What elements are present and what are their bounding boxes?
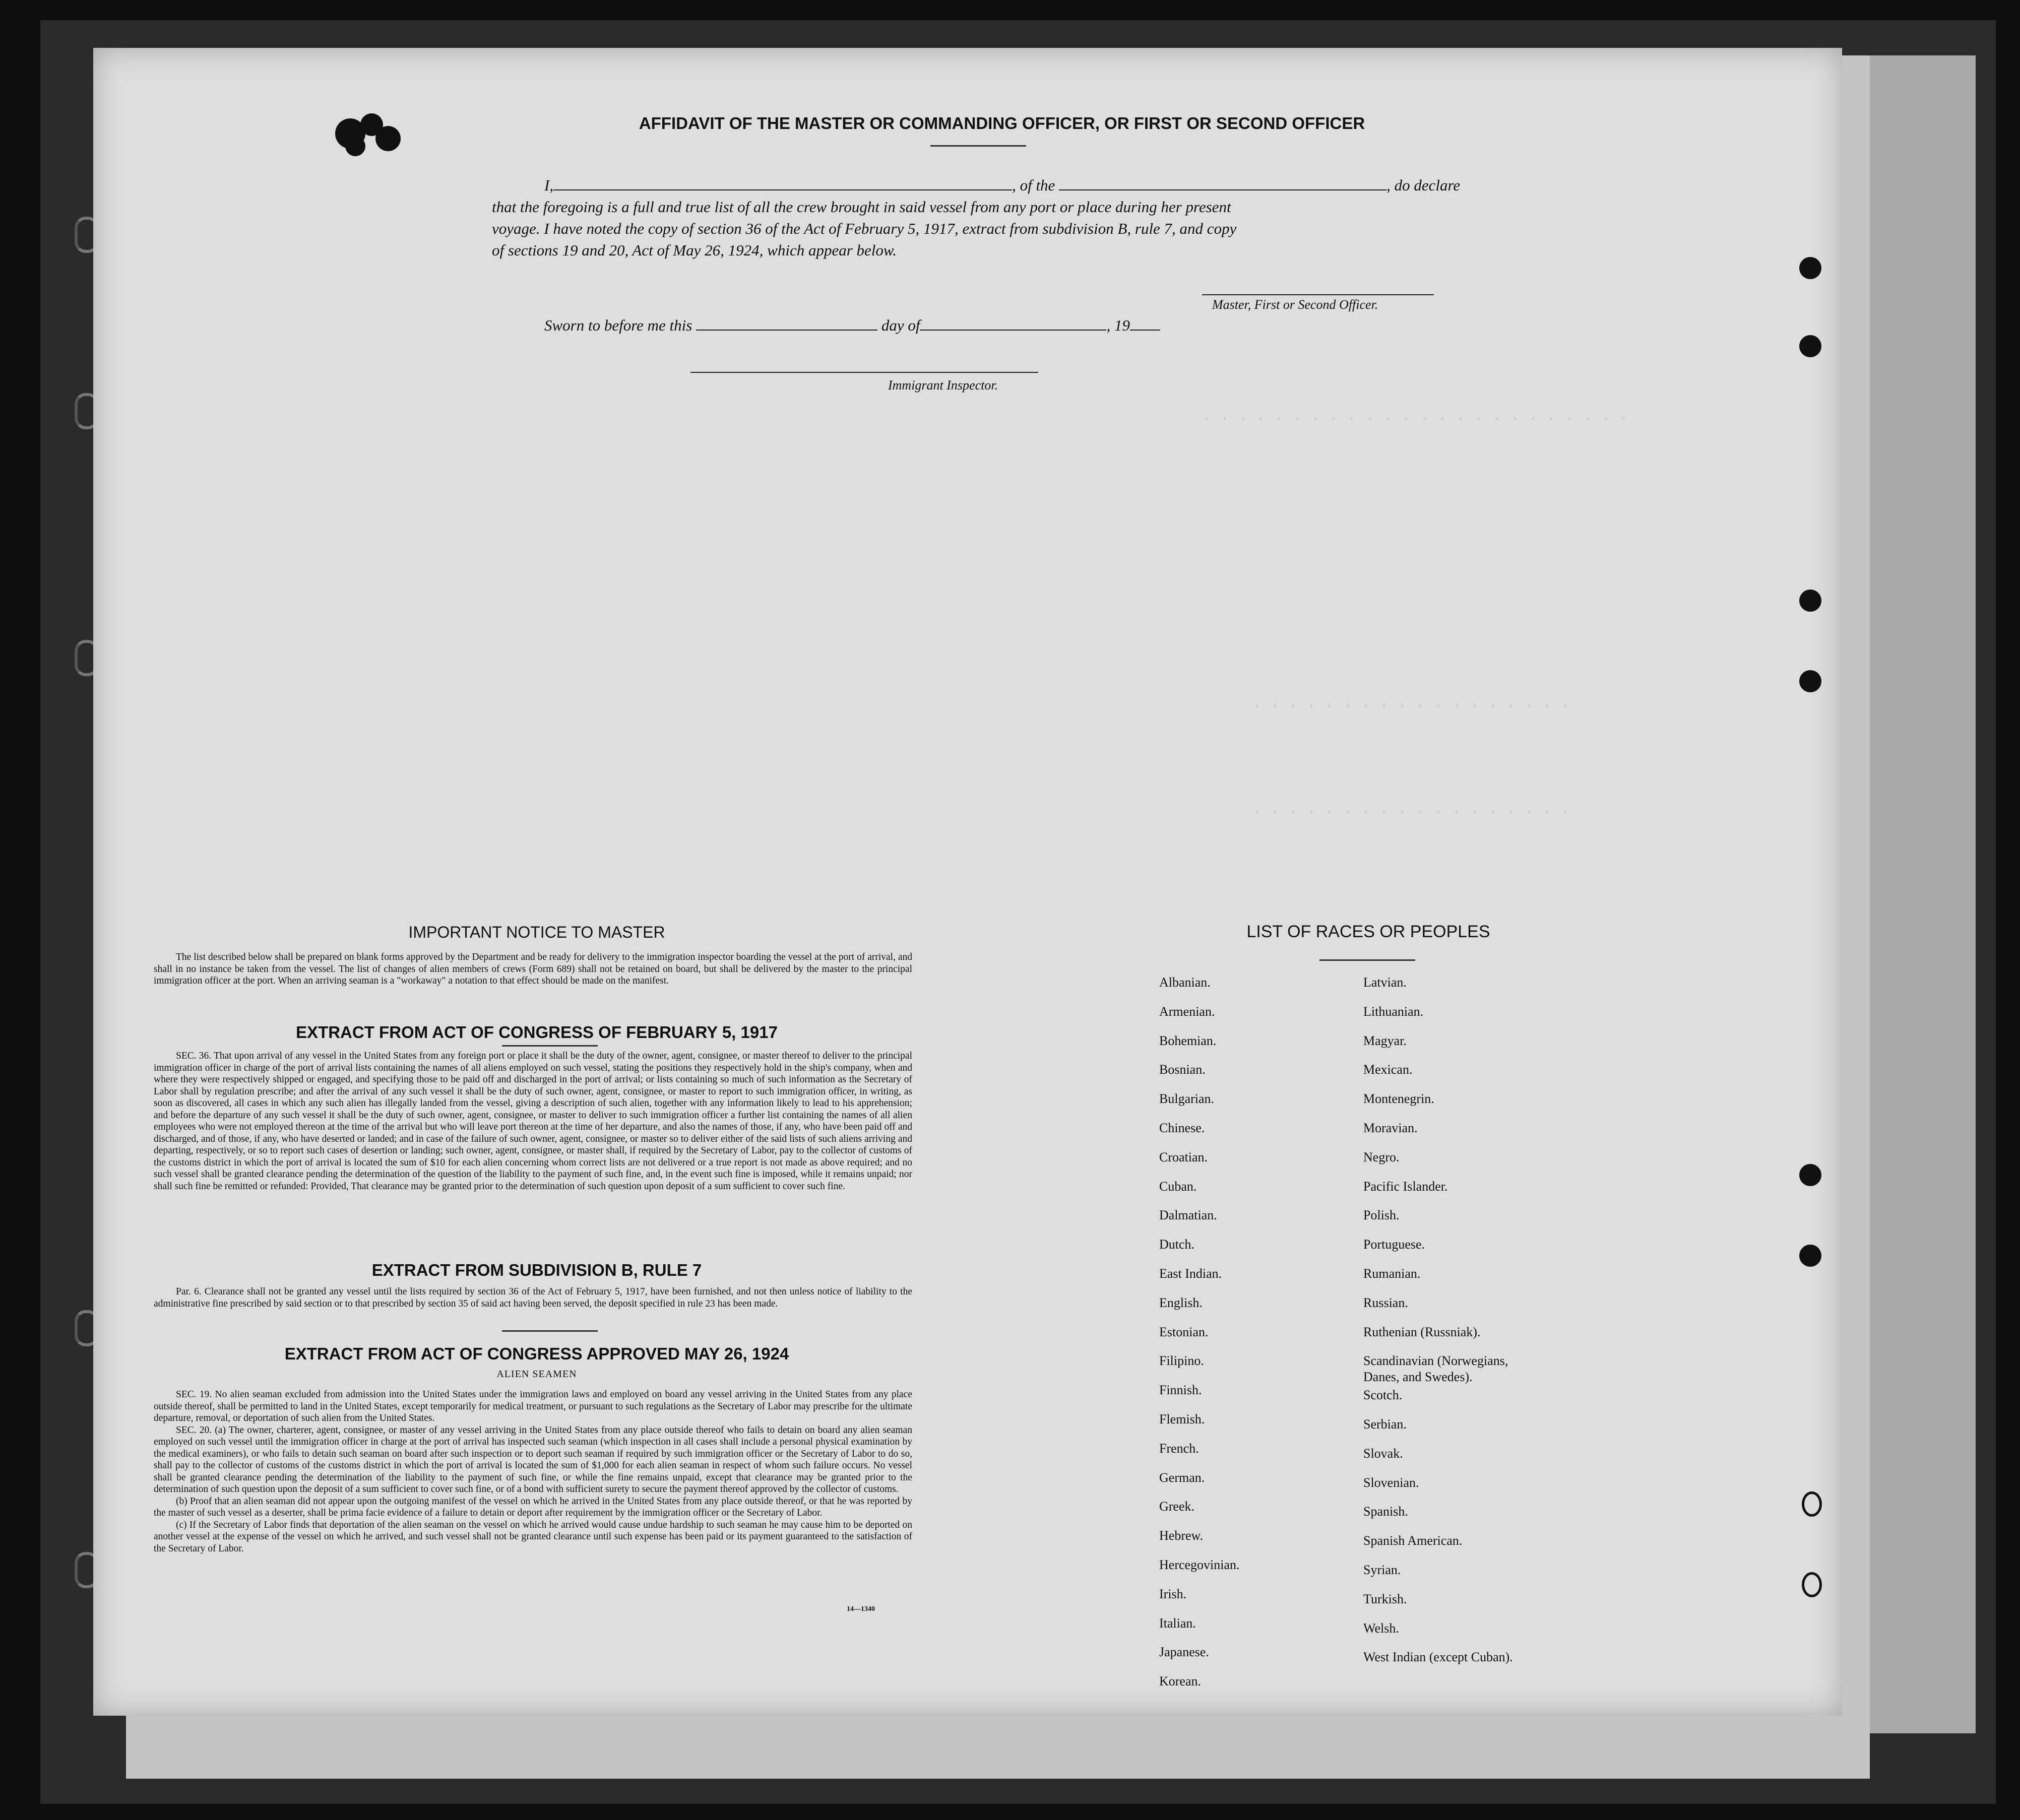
year-label: , 19: [1106, 316, 1130, 334]
race-item: Croatian.: [1159, 1149, 1208, 1164]
race-item: Pacific Islander.: [1363, 1179, 1448, 1194]
punch-hole-icon: [1799, 1164, 1821, 1186]
affidavit-line-1: [544, 176, 1460, 194]
declarant-label: I,: [544, 176, 554, 194]
race-item: Japanese.: [1159, 1645, 1209, 1660]
extract-1924-text: [154, 1389, 912, 1554]
sworn-month-field[interactable]: [920, 318, 1106, 331]
vessel-label: , of the: [1012, 176, 1055, 194]
punch-hole-icon: [1799, 335, 1821, 357]
extract-rule7-text: Par. 6. Clearance shall not be granted any vessel until the lists required by section 36 of the Act of February 5, 1917, have been furnished, and not then unless notice of liability to the administrative fine prescribed by said section or to that prescribed by section 35 of said act having been served, the deposit specified in rule 23 has been made.: [154, 1286, 912, 1309]
races-title: LIST OF RACES OR PEOPLES: [1246, 922, 1490, 941]
races-title-rule: [1319, 959, 1415, 961]
affidavit-line-4: of sections 19 and 20, Act of May 26, 1924, which appear below.: [492, 241, 897, 259]
race-item: Armenian.: [1159, 1004, 1215, 1019]
race-item: Slovak.: [1363, 1446, 1403, 1461]
title-rule: [930, 145, 1026, 147]
sec-20b-text: (b) Proof that an alien seaman did not appear upon the outgoing manifest of the vessel on which he arrived in the United States from any place outside thereof, or that he was reported by the master of such vessel as a deserter, shall be prima facie evidence of a failure to detain or deport after requirement by the immigration officer or the Secretary of Labor.: [154, 1496, 912, 1518]
race-item: Spanish.: [1363, 1504, 1408, 1519]
sworn-day-field[interactable]: [696, 318, 877, 331]
race-item: Syrian.: [1363, 1563, 1401, 1577]
race-item: East Indian.: [1159, 1266, 1222, 1281]
form-number: 14—1340: [847, 1605, 875, 1613]
race-item: Rumanian.: [1363, 1266, 1421, 1281]
race-item: Mexican.: [1363, 1062, 1413, 1077]
race-item: Bosnian.: [1159, 1062, 1206, 1077]
bleed-through-text: · · · · · · · · · · · · · · · · · ·: [1252, 804, 1570, 821]
bleed-through-text: · · · · · · · · · · · · · · · · · ·: [1252, 698, 1570, 715]
punch-hole-icon: [1799, 257, 1821, 279]
section-rule: [502, 1045, 598, 1047]
race-item: Hercegovinian.: [1159, 1557, 1240, 1572]
vessel-name-field[interactable]: [1059, 178, 1386, 190]
race-item: French.: [1159, 1441, 1199, 1456]
race-item: Polish.: [1363, 1208, 1400, 1223]
race-item: English.: [1159, 1295, 1203, 1310]
inspector-label: Immigrant Inspector.: [888, 378, 998, 393]
notice-title: IMPORTANT NOTICE TO MASTER: [408, 923, 665, 941]
ink-stain: [375, 126, 401, 151]
race-item: Greek.: [1159, 1499, 1195, 1514]
punch-hole-icon: [1799, 1245, 1821, 1267]
race-item: Chinese.: [1159, 1121, 1205, 1135]
extract-1917-title: EXTRACT FROM ACT OF CONGRESS OF FEBRUARY 5, 1917: [296, 1023, 778, 1042]
extract-1924-subtitle: ALIEN SEAMEN: [496, 1369, 577, 1380]
race-item: Portuguese.: [1363, 1237, 1425, 1252]
race-item: Montenegrin.: [1363, 1091, 1434, 1107]
master-signature-field[interactable]: [1202, 294, 1434, 295]
race-item: German.: [1159, 1470, 1205, 1485]
declare-label: , do declare: [1386, 176, 1461, 194]
race-item: Cuban.: [1159, 1179, 1197, 1194]
race-item: Bulgarian.: [1159, 1091, 1215, 1107]
race-item: Irish.: [1159, 1586, 1187, 1601]
sworn-label: Sworn to before me this: [544, 316, 692, 334]
sworn-line: [544, 316, 1160, 335]
race-item: Moravian.: [1363, 1121, 1418, 1135]
race-item: Serbian.: [1363, 1417, 1407, 1432]
section-rule: [502, 1330, 598, 1332]
notice-text: The list described below shall be prepared on blank forms approved by the Department and be ready for delivery to the immigration inspector boarding the vessel at the port of arrival, and shall in no instance be taken from the vessel. The list of changes of alien members of crews (Form 689) shall not be retained on board, but shall be delivered by the master to the principal immigration officer at the port. When an arriving seaman is a "workaway" a notation to that effect should be made on the manifest.: [154, 952, 912, 986]
race-item: Finnish.: [1159, 1383, 1202, 1398]
race-item: Magyar.: [1363, 1033, 1407, 1048]
inspector-signature-field[interactable]: [690, 372, 1038, 373]
race-item: Scotch.: [1363, 1388, 1403, 1403]
punch-hole-icon: [1799, 590, 1821, 612]
race-item: Flemish.: [1159, 1412, 1205, 1426]
sec-20c-text: (c) If the Secretary of Labor finds that deportation of the alien seaman on the vessel on which he arrived would cause undue hardship to such seaman he may cause him to be deported on another vessel at the expense of the vessel on which he arrived, and such vessel shall not be granted clearance until such expense has been paid or its payment guaranteed to the satisfaction of the Secretary of Labor.: [154, 1519, 912, 1554]
race-item: Korean.: [1159, 1674, 1202, 1689]
race-item: Russian.: [1363, 1295, 1408, 1310]
sec-19-text: SEC. 19. No alien seaman excluded from admission into the United States under the immigration laws and employed on board any vessel arriving in the United States from any place outside thereof, shall be permitted to land in the United States, except temporarily for medical treatment, or pursuant to such regulations as the Secretary of Labor may prescribe for the ultimate departure, removal, or deportation of such alien from the United States.: [154, 1389, 912, 1423]
sec-20a-text: SEC. 20. (a) The owner, charterer, agent, consignee, or master of any vessel arriving in the United States from any place outside thereof who fails to detain on board any alien seaman employed on such vessel until the immigration officer in charge at the port of arrival has inspected such seaman (which inspection in all cases shall include a personal physical examination by the medical examiners), or who fails to detain such seaman on board after such inspection or to deport such seaman if required by such immigration officer or the Secretary of Labor to do so, shall pay to the collector of customs of the customs district in which the port of arrival is located the sum of $1,000 for each alien seaman in respect of whom such failure occurs. No vessel shall be granted clearance pending the determination of the liability to the payment of such fine, or while the fine remains unpaid, except that clearance may be granted prior to the determination of such question upon the deposit of a sum sufficient to cover such fine, or of a bond with sufficient surety to secure the payment thereof approved by the collector of customs.: [154, 1424, 912, 1494]
ink-stain: [345, 136, 365, 156]
race-item: Bohemian.: [1159, 1033, 1217, 1048]
race-item: Negro.: [1363, 1149, 1400, 1164]
race-item: Hebrew.: [1159, 1528, 1204, 1543]
race-item: Slovenian.: [1363, 1475, 1419, 1490]
extract-1917-text: SEC. 36. That upon arrival of any vessel in the United States from any foreign port or place it shall be the duty of the owner, agent, consignee, or master thereof to deliver to the principal immigration officer in charge of the port of arrival lists containing the names of all aliens employed on such vessel, stating the positions they respectively hold in the ship's company, when and where they were respectively shipped or engaged, and specifying those to be paid off and discharged in the port of arrival; or lists containing so much of such information as the Secretary of Labor shall by regulation prescribe; and after the arrival of any such vessel it shall be the duty of such owner, agent, consignee, or master to report to such immigration officer, in writing, as soon as discovered, all cases in which any such alien has illegally landed from the vessel, giving a description of such alien, together with any information likely to lead to his apprehension; and before the departure of any such vessel it shall be the duty of such owner, agent, consignee, or master to deliver to such immigration officer a further list containing the names of all alien employees who were not employed thereon at the time of the arrival but who will leave port thereon at the time of her departure, and also the names of those, if any, who have been paid off and discharged, and of those, if any, who have deserted or landed; and in case of the failure of such owner, agent, consignee, or master so to deliver either of the said lists of such aliens arriving and departing, respectively, or so to report such cases of desertion or landing; such owner, agent, consignee, or master shall, if required by the Secretary of Labor, pay to the collector of customs of the customs district in which the port of arrival is located the sum of $10 for each alien concerning whom correct lists are not delivered or a true report is not made as above required; and no such vessel shall be granted clearance pending the determination of the question of the liability to the payment of such fine, and, in the event such fine is imposed, while it remains unpaid; nor shall such fine be remitted or refunded: Provided, That clearance may be granted prior to the determination of such question upon deposit of a sum sufficient to cover such fine.: [154, 1051, 912, 1192]
declarant-name-field[interactable]: [553, 178, 1012, 190]
race-item: Latvian.: [1363, 975, 1407, 990]
race-item: Danes, and Swedes).: [1363, 1370, 1473, 1385]
race-item: Italian.: [1159, 1615, 1196, 1631]
race-item: Welsh.: [1363, 1620, 1399, 1636]
day-of-label: day of: [881, 316, 920, 334]
race-item: Albanian.: [1159, 975, 1211, 990]
extract-1924-title: EXTRACT FROM ACT OF CONGRESS APPROVED MAY 26, 1924: [284, 1344, 789, 1363]
race-item: Turkish.: [1363, 1591, 1407, 1606]
punch-hole-icon: [1802, 1491, 1822, 1517]
race-item: Dalmatian.: [1159, 1208, 1217, 1223]
extract-rule7-title: EXTRACT FROM SUBDIVISION B, RULE 7: [371, 1261, 702, 1279]
bleed-through-text: · · · · · · · · · · · · · · · · · · · · · · · ·: [1202, 411, 1629, 428]
punch-hole-icon: [1799, 670, 1821, 692]
race-item: Ruthenian (Russniak).: [1363, 1324, 1481, 1339]
race-item: Filipino.: [1159, 1353, 1204, 1369]
master-signature-label: Master, First or Second Officer.: [1212, 297, 1378, 312]
race-item: Lithuanian.: [1363, 1004, 1424, 1019]
race-item: Dutch.: [1159, 1237, 1195, 1252]
sworn-year-field[interactable]: [1130, 318, 1160, 331]
affidavit-line-2: that the foregoing is a full and true list of all the crew brought in said vessel from any port or place during her present: [492, 198, 1231, 216]
affidavit-title: AFFIDAVIT OF THE MASTER OR COMMANDING OFFICER, OR FIRST OR SECOND OFFICER: [639, 114, 1365, 133]
race-item: West Indian (except Cuban).: [1363, 1650, 1513, 1665]
affidavit-line-3: voyage. I have noted the copy of section 36 of the Act of February 5, 1917, extract from subdivision B, rule 7, and copy: [492, 220, 1237, 237]
race-item: Spanish American.: [1363, 1533, 1463, 1548]
race-item: Scandinavian (Norwegians,: [1363, 1353, 1508, 1369]
race-item: Estonian.: [1159, 1324, 1209, 1339]
punch-hole-icon: [1802, 1572, 1822, 1597]
